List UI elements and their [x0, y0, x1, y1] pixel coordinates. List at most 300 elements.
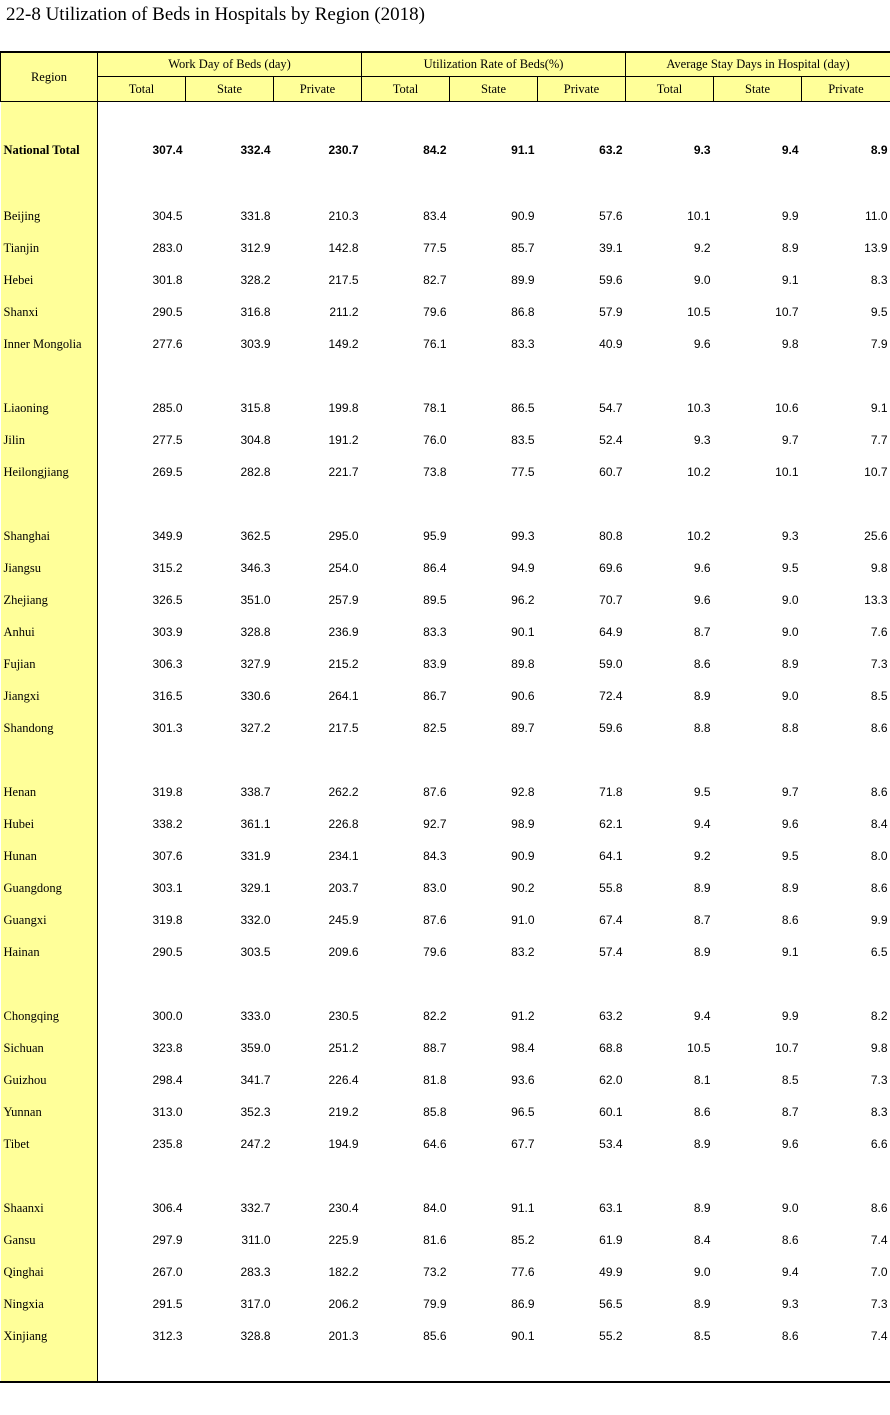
value-cell: 8.6 — [781, 1233, 799, 1247]
value-cell: 9.0 — [693, 1265, 711, 1279]
value-cell: 10.1 — [687, 209, 711, 223]
work-day-header: Work Day of Beds (day) — [98, 52, 362, 77]
region-name: Hubei — [1, 808, 98, 840]
value-cell: 142.8 — [328, 241, 359, 255]
value-cell: 9.0 — [781, 1201, 799, 1215]
value-cell: 54.7 — [599, 401, 623, 415]
value-cell: 326.5 — [152, 593, 183, 607]
value-cell: 49.9 — [599, 1265, 623, 1279]
value-cell: 9.4 — [781, 1265, 799, 1279]
value-cell: 285.0 — [152, 401, 183, 415]
value-cell: 55.8 — [599, 881, 623, 895]
value-cell: 89.7 — [511, 721, 535, 735]
value-cell: 25.6 — [864, 529, 888, 543]
value-cell: 9.6 — [781, 817, 799, 831]
value-cell: 225.9 — [328, 1233, 359, 1247]
value-cell: 10.7 — [775, 1041, 799, 1055]
value-cell: 333.0 — [240, 1009, 271, 1023]
value-cell: 53.4 — [599, 1137, 623, 1151]
value-cell: 338.7 — [240, 785, 271, 799]
value-cell: 301.8 — [152, 273, 183, 287]
value-cell: 359.0 — [240, 1041, 271, 1055]
region-name: Chongqing — [1, 1000, 98, 1032]
value-cell: 194.9 — [328, 1137, 359, 1151]
value-cell: 215.2 — [328, 657, 359, 671]
spacer-row — [1, 102, 890, 133]
value-cell: 9.2 — [693, 849, 711, 863]
value-cell: 346.3 — [240, 561, 271, 575]
value-cell: 63.1 — [599, 1201, 623, 1215]
spacer-row — [1, 968, 890, 1000]
value-cell: 331.9 — [240, 849, 271, 863]
value-cell: 9.5 — [781, 561, 799, 575]
value-cell: 93.6 — [511, 1073, 535, 1087]
value-cell: 201.3 — [328, 1329, 359, 1343]
value-cell: 283.3 — [240, 1265, 271, 1279]
value-cell: 62.0 — [599, 1073, 623, 1087]
value-cell: 8.2 — [870, 1009, 888, 1023]
value-cell: 8.0 — [870, 849, 888, 863]
table-row — [1, 456, 890, 488]
value-cell: 87.6 — [423, 913, 447, 927]
region-name: Henan — [1, 776, 98, 808]
value-cell: 85.8 — [423, 1105, 447, 1119]
table-row — [1, 1000, 890, 1032]
value-cell: 63.2 — [599, 1009, 623, 1023]
value-cell: 6.6 — [870, 1137, 888, 1151]
value-cell: 9.3 — [693, 433, 711, 447]
value-cell: 90.1 — [511, 625, 535, 639]
value-cell: 39.1 — [599, 241, 623, 255]
value-cell: 80.8 — [599, 529, 623, 543]
value-cell: 9.6 — [693, 337, 711, 351]
region-name: Hainan — [1, 936, 98, 968]
spacer-row — [1, 360, 890, 392]
value-cell: 73.8 — [423, 465, 447, 479]
value-cell: 9.4 — [693, 817, 711, 831]
value-cell: 332.0 — [240, 913, 271, 927]
value-cell: 90.2 — [511, 881, 535, 895]
value-cell: 303.5 — [240, 945, 271, 959]
region-name: Hebei — [1, 264, 98, 296]
value-cell: 10.6 — [775, 401, 799, 415]
region-cell-empty — [1, 488, 98, 520]
value-cell: 362.5 — [240, 529, 271, 543]
value-cell: 55.2 — [599, 1329, 623, 1343]
value-cell: 304.5 — [152, 209, 183, 223]
value-cell: 7.3 — [870, 1297, 888, 1311]
value-cell: 199.8 — [328, 401, 359, 415]
value-cell: 303.9 — [152, 625, 183, 639]
value-cell: 323.8 — [152, 1041, 183, 1055]
table-body — [1, 102, 890, 1383]
value-cell: 64.1 — [599, 849, 623, 863]
region-name: Guizhou — [1, 1064, 98, 1096]
value-cell: 91.1 — [511, 143, 535, 157]
value-cell: 315.2 — [152, 561, 183, 575]
value-cell: 67.4 — [599, 913, 623, 927]
value-cell: 77.5 — [423, 241, 447, 255]
value-cell: 317.0 — [240, 1297, 271, 1311]
value-cell: 8.9 — [693, 689, 711, 703]
value-cell: 57.9 — [599, 305, 623, 319]
value-cell: 209.6 — [328, 945, 359, 959]
value-cell: 262.2 — [328, 785, 359, 799]
region-name: Shaanxi — [1, 1192, 98, 1224]
value-cell: 79.6 — [423, 945, 447, 959]
value-cell: 7.4 — [870, 1233, 888, 1247]
value-cell: 8.7 — [781, 1105, 799, 1119]
value-cell: 57.4 — [599, 945, 623, 959]
bottom-rule — [0, 1381, 890, 1383]
value-cell: 9.8 — [870, 561, 888, 575]
value-cell: 9.4 — [693, 1009, 711, 1023]
value-cell: 95.9 — [423, 529, 447, 543]
subheader-state: State — [714, 77, 802, 102]
table-row — [1, 1192, 890, 1224]
value-cell: 203.7 — [328, 881, 359, 895]
value-cell: 277.5 — [152, 433, 183, 447]
value-cell: 90.9 — [511, 849, 535, 863]
value-cell: 254.0 — [328, 561, 359, 575]
table-row — [1, 424, 890, 456]
value-cell: 217.5 — [328, 721, 359, 735]
value-cell: 9.0 — [781, 625, 799, 639]
value-cell: 76.0 — [423, 433, 447, 447]
value-cell: 10.2 — [687, 465, 711, 479]
value-cell: 319.8 — [152, 913, 183, 927]
region-name: Shandong — [1, 712, 98, 744]
region-cell-empty — [1, 968, 98, 1000]
value-cell: 82.5 — [423, 721, 447, 735]
value-cell: 83.4 — [423, 209, 447, 223]
value-cell: 10.3 — [687, 401, 711, 415]
page-title: 22-8 Utilization of Beds in Hospitals by Region (2018) — [6, 4, 426, 25]
value-cell: 230.5 — [328, 1009, 359, 1023]
table-row — [1, 808, 890, 840]
subheader-state: State — [186, 77, 274, 102]
spacer-cell — [98, 360, 890, 392]
value-cell: 8.1 — [693, 1073, 711, 1087]
value-cell: 303.1 — [152, 881, 183, 895]
table-row — [1, 552, 890, 584]
value-cell: 341.7 — [240, 1073, 271, 1087]
value-cell: 312.3 — [152, 1329, 183, 1343]
region-name: Hunan — [1, 840, 98, 872]
value-cell: 298.4 — [152, 1073, 183, 1087]
value-cell: 316.8 — [240, 305, 271, 319]
value-cell: 306.3 — [152, 657, 183, 671]
value-cell: 99.3 — [511, 529, 535, 543]
value-cell: 13.3 — [864, 593, 888, 607]
value-cell: 191.2 — [328, 433, 359, 447]
value-cell: 230.7 — [328, 143, 359, 157]
value-cell: 264.1 — [328, 689, 359, 703]
value-cell: 328.2 — [240, 273, 271, 287]
subheader-private: Private — [538, 77, 626, 102]
region-cell-empty — [1, 1160, 98, 1192]
value-cell: 9.9 — [870, 913, 888, 927]
value-cell: 88.7 — [423, 1041, 447, 1055]
value-cell: 283.0 — [152, 241, 183, 255]
region-name: Tianjin — [1, 232, 98, 264]
table-row — [1, 648, 890, 680]
value-cell: 277.6 — [152, 337, 183, 351]
value-cell: 61.9 — [599, 1233, 623, 1247]
value-cell: 92.7 — [423, 817, 447, 831]
spacer-cell — [98, 488, 890, 520]
spacer-cell — [98, 1352, 890, 1382]
value-cell: 8.5 — [693, 1329, 711, 1343]
value-cell: 8.6 — [693, 1105, 711, 1119]
value-cell: 71.8 — [599, 785, 623, 799]
value-cell: 311.0 — [241, 1233, 271, 1247]
region-name: Xinjiang — [1, 1320, 98, 1352]
value-cell: 73.2 — [423, 1265, 447, 1279]
value-cell: 9.0 — [781, 689, 799, 703]
average-stay-header: Average Stay Days in Hospital (day) — [626, 52, 890, 77]
value-cell: 87.6 — [423, 785, 447, 799]
value-cell: 82.2 — [423, 1009, 447, 1023]
value-cell: 10.1 — [775, 465, 799, 479]
value-cell: 332.4 — [240, 143, 271, 157]
spacer-cell — [98, 102, 890, 133]
table-row — [1, 392, 890, 424]
value-cell: 9.6 — [693, 561, 711, 575]
value-cell: 89.5 — [423, 593, 447, 607]
value-cell: 57.6 — [599, 209, 623, 223]
value-cell: 8.6 — [781, 913, 799, 927]
value-cell: 9.5 — [781, 849, 799, 863]
subheader-total: Total — [362, 77, 450, 102]
value-cell: 86.4 — [423, 561, 447, 575]
region-name: Jilin — [1, 424, 98, 456]
region-name: Shanxi — [1, 296, 98, 328]
table-row — [1, 1288, 890, 1320]
value-cell: 9.9 — [781, 209, 799, 223]
subheader-total: Total — [98, 77, 186, 102]
value-cell: 10.5 — [687, 305, 711, 319]
region-name: Jiangxi — [1, 680, 98, 712]
value-cell: 9.5 — [693, 785, 711, 799]
value-cell: 332.7 — [240, 1201, 271, 1215]
value-cell: 306.4 — [152, 1201, 183, 1215]
table-row — [1, 1096, 890, 1128]
value-cell: 9.7 — [781, 433, 799, 447]
table-row — [1, 296, 890, 328]
value-cell: 6.5 — [870, 945, 888, 959]
value-cell: 9.1 — [781, 945, 799, 959]
table-row — [1, 872, 890, 904]
value-cell: 10.7 — [864, 465, 888, 479]
value-cell: 83.3 — [511, 337, 535, 351]
value-cell: 91.0 — [511, 913, 535, 927]
value-cell: 83.3 — [423, 625, 447, 639]
spacer-row — [1, 1352, 890, 1382]
value-cell: 64.6 — [423, 1137, 447, 1151]
value-cell: 9.8 — [781, 337, 799, 351]
value-cell: 307.6 — [152, 849, 183, 863]
spacer-cell — [98, 968, 890, 1000]
value-cell: 291.5 — [152, 1297, 183, 1311]
region-name: Fujian — [1, 648, 98, 680]
table-row — [1, 712, 890, 744]
value-cell: 84.2 — [423, 143, 447, 157]
value-cell: 82.7 — [423, 273, 447, 287]
value-cell: 8.6 — [870, 1201, 888, 1215]
value-cell: 8.3 — [870, 1105, 888, 1119]
table-row — [1, 200, 890, 232]
region-cell-empty — [1, 168, 98, 200]
value-cell: 77.5 — [511, 465, 535, 479]
region-name: Gansu — [1, 1224, 98, 1256]
value-cell: 8.7 — [693, 625, 711, 639]
value-cell: 236.9 — [328, 625, 359, 639]
value-cell: 9.0 — [693, 273, 711, 287]
value-cell: 8.9 — [870, 143, 888, 157]
value-cell: 9.0 — [781, 593, 799, 607]
value-cell: 7.4 — [870, 1329, 888, 1343]
value-cell: 300.0 — [152, 1009, 183, 1023]
region-name: Yunnan — [1, 1096, 98, 1128]
value-cell: 52.4 — [599, 433, 623, 447]
table-row — [1, 520, 890, 552]
table-row — [1, 1032, 890, 1064]
value-cell: 290.5 — [152, 305, 183, 319]
value-cell: 8.9 — [693, 1201, 711, 1215]
value-cell: 8.5 — [781, 1073, 799, 1087]
table-row — [1, 680, 890, 712]
value-cell: 8.6 — [870, 881, 888, 895]
region-cell-empty — [1, 1352, 98, 1382]
value-cell: 211.2 — [329, 305, 359, 319]
value-cell: 230.4 — [328, 1201, 359, 1215]
region-name: Jiangsu — [1, 552, 98, 584]
value-cell: 9.7 — [781, 785, 799, 799]
table-row — [1, 840, 890, 872]
spacer-row — [1, 1160, 890, 1192]
value-cell: 210.3 — [328, 209, 359, 223]
value-cell: 290.5 — [152, 945, 183, 959]
value-cell: 81.8 — [423, 1073, 447, 1087]
value-cell: 86.8 — [511, 305, 535, 319]
value-cell: 83.0 — [423, 881, 447, 895]
value-cell: 219.2 — [328, 1105, 359, 1119]
value-cell: 8.5 — [870, 689, 888, 703]
region-name: Zhejiang — [1, 584, 98, 616]
value-cell: 10.2 — [687, 529, 711, 543]
value-cell: 245.9 — [328, 913, 359, 927]
value-cell: 9.8 — [870, 1041, 888, 1055]
region-name: Sichuan — [1, 1032, 98, 1064]
value-cell: 9.1 — [781, 273, 799, 287]
table-row — [1, 232, 890, 264]
value-cell: 13.9 — [864, 241, 888, 255]
value-cell: 9.9 — [781, 1009, 799, 1023]
value-cell: 9.3 — [781, 529, 799, 543]
value-cell: 81.6 — [423, 1233, 447, 1247]
table-row — [1, 1320, 890, 1352]
value-cell: 7.9 — [870, 337, 888, 351]
value-cell: 304.8 — [240, 433, 271, 447]
value-cell: 56.5 — [599, 1297, 623, 1311]
value-cell: 8.9 — [693, 1137, 711, 1151]
value-cell: 7.3 — [870, 657, 888, 671]
value-cell: 235.8 — [152, 1137, 183, 1151]
table-row — [1, 328, 890, 360]
utilization-rate-header: Utilization Rate of Beds(%) — [362, 52, 626, 77]
region-name: Qinghai — [1, 1256, 98, 1288]
value-cell: 295.0 — [328, 529, 359, 543]
value-cell: 8.3 — [870, 273, 888, 287]
value-cell: 7.7 — [870, 433, 888, 447]
value-cell: 86.5 — [511, 401, 535, 415]
spacer-row — [1, 488, 890, 520]
value-cell: 9.5 — [870, 305, 888, 319]
region-name: Tibet — [1, 1128, 98, 1160]
table-row — [1, 1256, 890, 1288]
value-cell: 78.1 — [423, 401, 447, 415]
value-cell: 98.9 — [511, 817, 535, 831]
region-name: Guangxi — [1, 904, 98, 936]
value-cell: 86.7 — [423, 689, 447, 703]
value-cell: 8.7 — [693, 913, 711, 927]
value-cell: 86.9 — [511, 1297, 535, 1311]
region-header: Region — [1, 52, 98, 102]
region-name: Anhui — [1, 616, 98, 648]
value-cell: 8.9 — [693, 1297, 711, 1311]
value-cell: 8.8 — [693, 721, 711, 735]
table-row — [1, 1064, 890, 1096]
value-cell: 338.2 — [152, 817, 183, 831]
table-row — [1, 584, 890, 616]
value-cell: 361.1 — [240, 817, 271, 831]
table-row — [1, 264, 890, 296]
value-cell: 331.8 — [240, 209, 271, 223]
value-cell: 9.3 — [781, 1297, 799, 1311]
subheader-total: Total — [626, 77, 714, 102]
value-cell: 8.4 — [870, 817, 888, 831]
value-cell: 79.9 — [423, 1297, 447, 1311]
value-cell: 328.8 — [240, 625, 271, 639]
value-cell: 315.8 — [240, 401, 271, 415]
spacer-row — [1, 168, 890, 200]
value-cell: 60.1 — [599, 1105, 623, 1119]
value-cell: 98.4 — [511, 1041, 535, 1055]
value-cell: 59.6 — [599, 721, 623, 735]
table-row — [1, 776, 890, 808]
value-cell: 9.1 — [870, 401, 888, 415]
value-cell: 62.1 — [599, 817, 623, 831]
value-cell: 8.9 — [781, 241, 799, 255]
value-cell: 83.9 — [423, 657, 447, 671]
region-cell-empty — [1, 102, 98, 133]
table-row — [1, 616, 890, 648]
subheader-private: Private — [802, 77, 890, 102]
value-cell: 89.8 — [511, 657, 535, 671]
value-cell: 8.6 — [781, 1329, 799, 1343]
value-cell: 85.6 — [423, 1329, 447, 1343]
value-cell: 11.0 — [865, 209, 888, 223]
value-cell: 76.1 — [423, 337, 447, 351]
value-cell: 206.2 — [328, 1297, 359, 1311]
value-cell: 247.2 — [240, 1137, 271, 1151]
value-cell: 77.6 — [511, 1265, 535, 1279]
value-cell: 269.5 — [152, 465, 183, 479]
value-cell: 79.6 — [423, 305, 447, 319]
value-cell: 63.2 — [599, 143, 623, 157]
table-row — [1, 936, 890, 968]
